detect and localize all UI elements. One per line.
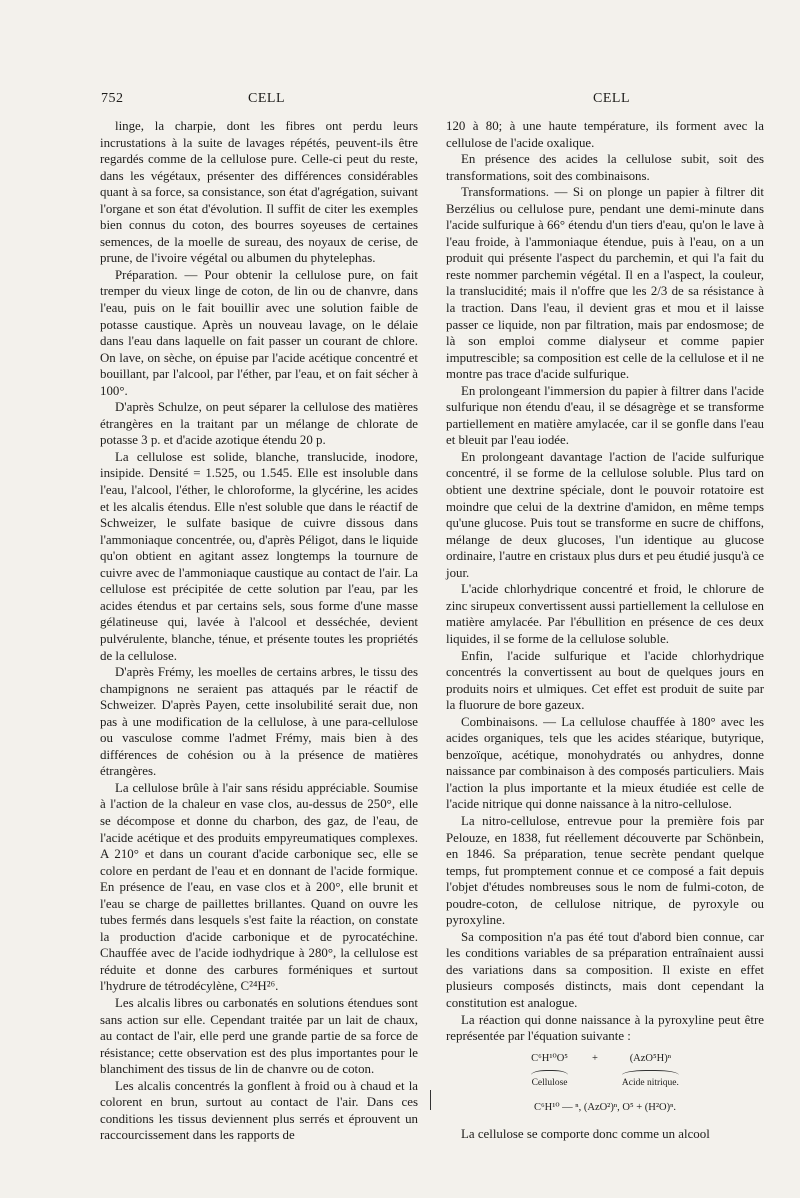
equation-term-acid [622, 1051, 679, 1092]
label-nitric-acid: Acide nitrique. [621, 1078, 679, 1089]
paragraph: La cellulose brûle à l'air sans résidu appréciable. Soumise à l'action de la chaleur en vase clos, au-dessus de 250°, elle se décompose et donne du charbon, des gaz, de l'eau, de l'acide acétique et des produits empyreumatiques complexes. A 210° et dans un courant d'acide carbonique sec, elle se colore en perdant de l'eau et en donnant de l'acide formique. En présence de l'eau, en vase clos et à 200°, elle brunit et l'eau se charge de paillettes brillantes. Quand on ouvre les tubes fermés dans lesquels s'est faite la réaction, on constate la production d'acide carbonique et de pyrocatéchine. Chauffée avec de l'acide iodhydrique à 280°, la cellulose est réduite et donne des carbures forméniques et surtout l'hydrure de tétrodécylène, C²⁴H²⁶. [100, 780, 418, 994]
right-column [446, 118, 764, 1143]
paragraph: En prolongeant davantage l'action de l'acide sulfurique concentré, il se forme de la cellulose soluble. Plus tard on obtient une dextrine spéciale, dont le pouvoir rotatoire est moindre que celui de la dextrine d'amidon, en même temps qu'une glucose. Puis tout se transforme en sucre de chiffons, mélange de deux glucoses, l'un identique au glucose ordinaire, l'autre en cristaux plus durs et peu étudié jusqu'à ce jour. [446, 449, 764, 580]
page-number: 752 [101, 91, 124, 106]
paragraph: linge, la charpie, dont les fibres ont perdu leurs incrustations à la suite de lavages répétés, peuvent-ils être regardés comme de la cellulose pure. Celle-ci peut du reste, dans les végétaux, présenter des différences considérables quant à sa force, sa consistance, son état d'agrégation, suivant l'organe et son état d'évolution. Il suffit de citer les exemples bien connus du coton, des bourres soyeuses de certaines semences, de la moelle de sureau, des noyaux de cerise, de prune, de l'ivoire végétal ou albumen du phytelephas. [100, 119, 418, 266]
paragraph: Préparation. — Pour obtenir la cellulose pure, on fait tremper du vieux linge de coton, de lin ou de chanvre, dans l'eau, puis on le fait bouillir avec une solution faible de potasse caustique. Après un nouveau lavage, on le délaie dans l'eau dans laquelle on fait passer un courant de chlore. On lave, on sèche, on épuise par l'acide acétique concentré et bouillant, par l'alcool, par l'éther, par l'eau, et on fait sécher à 100°. [100, 267, 418, 398]
left-column [100, 118, 418, 1144]
paragraph: La réaction qui donne naissance à la pyroxyline peut être représentée par l'équation suivante : [446, 1012, 764, 1044]
paragraph: D'après Frémy, les moelles de certains arbres, le tissu des champignons ne seraient pas attaqués par le réactif de Schweizer. D'après Payen, cette insolubilité serait due, non pas à une modification de la cellulose, à une para-cellulose ou vasculose comme l'admet Frémy, mais bien à des différences de cohésion ou à la présence de matières étrangères. [100, 665, 418, 779]
paragraph: Enfin, l'acide sulfurique et l'acide chlorhydrique concentrés la convertissent au bout de quelques jours en produits noirs et ulmiques. Cet effet est produit de suite par la fluorure de bore gazeux. [446, 648, 764, 713]
paragraph: Sa composition n'a pas été tout d'abord bien connue, car les conditions variables de sa préparation entraînaient aussi des variations dans sa composition. Il existe en effet plusieurs composés distincts, mais dont cependant la constitution est analogue. [446, 929, 764, 1010]
formula-nitric-acid: (AzO⁵H)ⁿ [629, 1052, 672, 1064]
paragraph: Transformations. — Si on plonge un papier à filtrer dit Berzélius ou cellulose pure, pendant une demi-minute dans l'acide sulfurique à 66° étendu d'un tiers d'eau, qu'on le lave à l'eau froide, à l'ammoniaque étendue, puis à l'eau, on a un produit qui présente l'aspect du parchemin, et qui l'a fait du reste nommer parchemin végétal. Il en a l'aspect, la couleur, la translucidité; mais il n'offre que les 2/3 de sa résistance à la traction. Dans l'eau, il devient gras et mou et il laisse passer ce liquide, non par filtration, mais par endosmose; de là son emploi comme dialyseur et comme papier imputrescible; sa composition est celle de la cellulose et il ne montre pas trace d'acide sulfurique. [446, 185, 764, 382]
right-paragraphs [446, 118, 764, 1045]
equation-term-cellulose [531, 1051, 568, 1092]
chemical-equation [446, 1051, 764, 1117]
plus-sign: + [591, 1052, 598, 1064]
paragraph: L'acide chlorhydrique concentré et froid, le chlorure de zinc sirupeux convertissent aussi partiellement la cellulose en matière amylacée. Par l'ébullition en présence de ces deux liquides, il se forme de la cellulose soluble. [446, 582, 764, 646]
formula-cellulose: C⁶H¹⁰O⁵ [531, 1052, 568, 1064]
column-rule [430, 1090, 431, 1110]
equation-product: C⁶H¹⁰ — ⁿ, (AzO²)ⁿ, O⁵ + (H²O)ⁿ. [533, 1101, 677, 1113]
paragraph: En présence des acides la cellulose subit, soit des transformations, soit des combinaisons. [446, 152, 764, 183]
paragraph: La cellulose se comporte donc comme un alcool [461, 1127, 710, 1142]
running-head-right: CELL [593, 91, 630, 106]
running-head-left: CELL [248, 91, 285, 106]
paragraph: 120 à 80; à une haute température, ils forment avec la cellulose de l'acide oxalique. [446, 119, 764, 150]
label-cellulose: Cellulose [531, 1078, 568, 1089]
paragraph: D'après Schulze, on peut séparer la cellulose des matières étrangères en la traitant par un mélange de chlorate de potasse 3 p. et d'acide azotique étendu 20 p. [100, 400, 418, 448]
paragraph: Les alcalis concentrés la gonflent à froid ou à chaud et la colorent en brun, surtout au contact de l'air. Dans ces conditions les tissus deviennent plus serrés et éprouvent un raccourcissement dans les rapports de [100, 1078, 418, 1143]
paragraph: Les alcalis libres ou carbonatés en solutions étendues sont sans action sur elle. Cependant traitée par un lait de chaux, au contact de l'air, elle perd une grande partie de sa force de résistance; cette observation est des plus importantes pour le blanchiment des tissus de lin de chanvre ou de coton. [100, 995, 418, 1077]
paragraph: La nitro-cellulose, entrevue pour la première fois par Pelouze, en 1838, fut réellement découverte par Schönbein, en 1846. Sa préparation, tenue secrète pendant quelque temps, fut promptement connue et ce composé a fait depuis l'objet d'études nombreuses sous le nom de fulmi-coton, de poudre-coton, de cellulose nitrique, de pyroxyle ou pyroxyline. [446, 813, 764, 928]
paragraph: En prolongeant l'immersion du papier à filtrer dans l'acide sulfurique non étendu d'eau, il se désagrège et se transforme partiellement en matière amylacée, car il se gonfle dans l'eau et bleuit par l'eau iodée. [446, 383, 764, 448]
paragraph: Combinaisons. — La cellulose chauffée à 180° avec les acides organiques, tels que les acides stéarique, butyrique, benzoïque, acétique, monohydratés ou anhydres, donne naissance par combinaison à des composés particuliers. Mais l'action la plus importante et la mieux étudiée est celle de l'acide nitrique qui donne naissance à la nitro-cellulose. [446, 714, 764, 812]
paragraph: La cellulose est solide, blanche, translucide, inodore, insipide. Densité = 1.525, ou 1.545. Elle est insoluble dans l'eau, l'alcool, l'éther, le chloroforme, la glycérine, les acides et les alcalis étendus. Elle n'est soluble que dans le réactif de Schweizer, le sulfate basique de cuivre dissous dans l'ammoniaque concentrée, ou, d'après Péligot, dans le liquide qu'on obtient en agitant assez longtemps la tournure de cuivre avec de l'ammoniaque caustique au contact de l'air. La cellulose est précipitée de cette solution par l'eau, par les acides étendus et par certains sels, sous forme d'une masse gélatineuse qui, lavée à l'alcool et desséchée, devient pulvérulente, blanche, ténue, et présente toutes les propriétés de la cellulose. [100, 449, 418, 663]
